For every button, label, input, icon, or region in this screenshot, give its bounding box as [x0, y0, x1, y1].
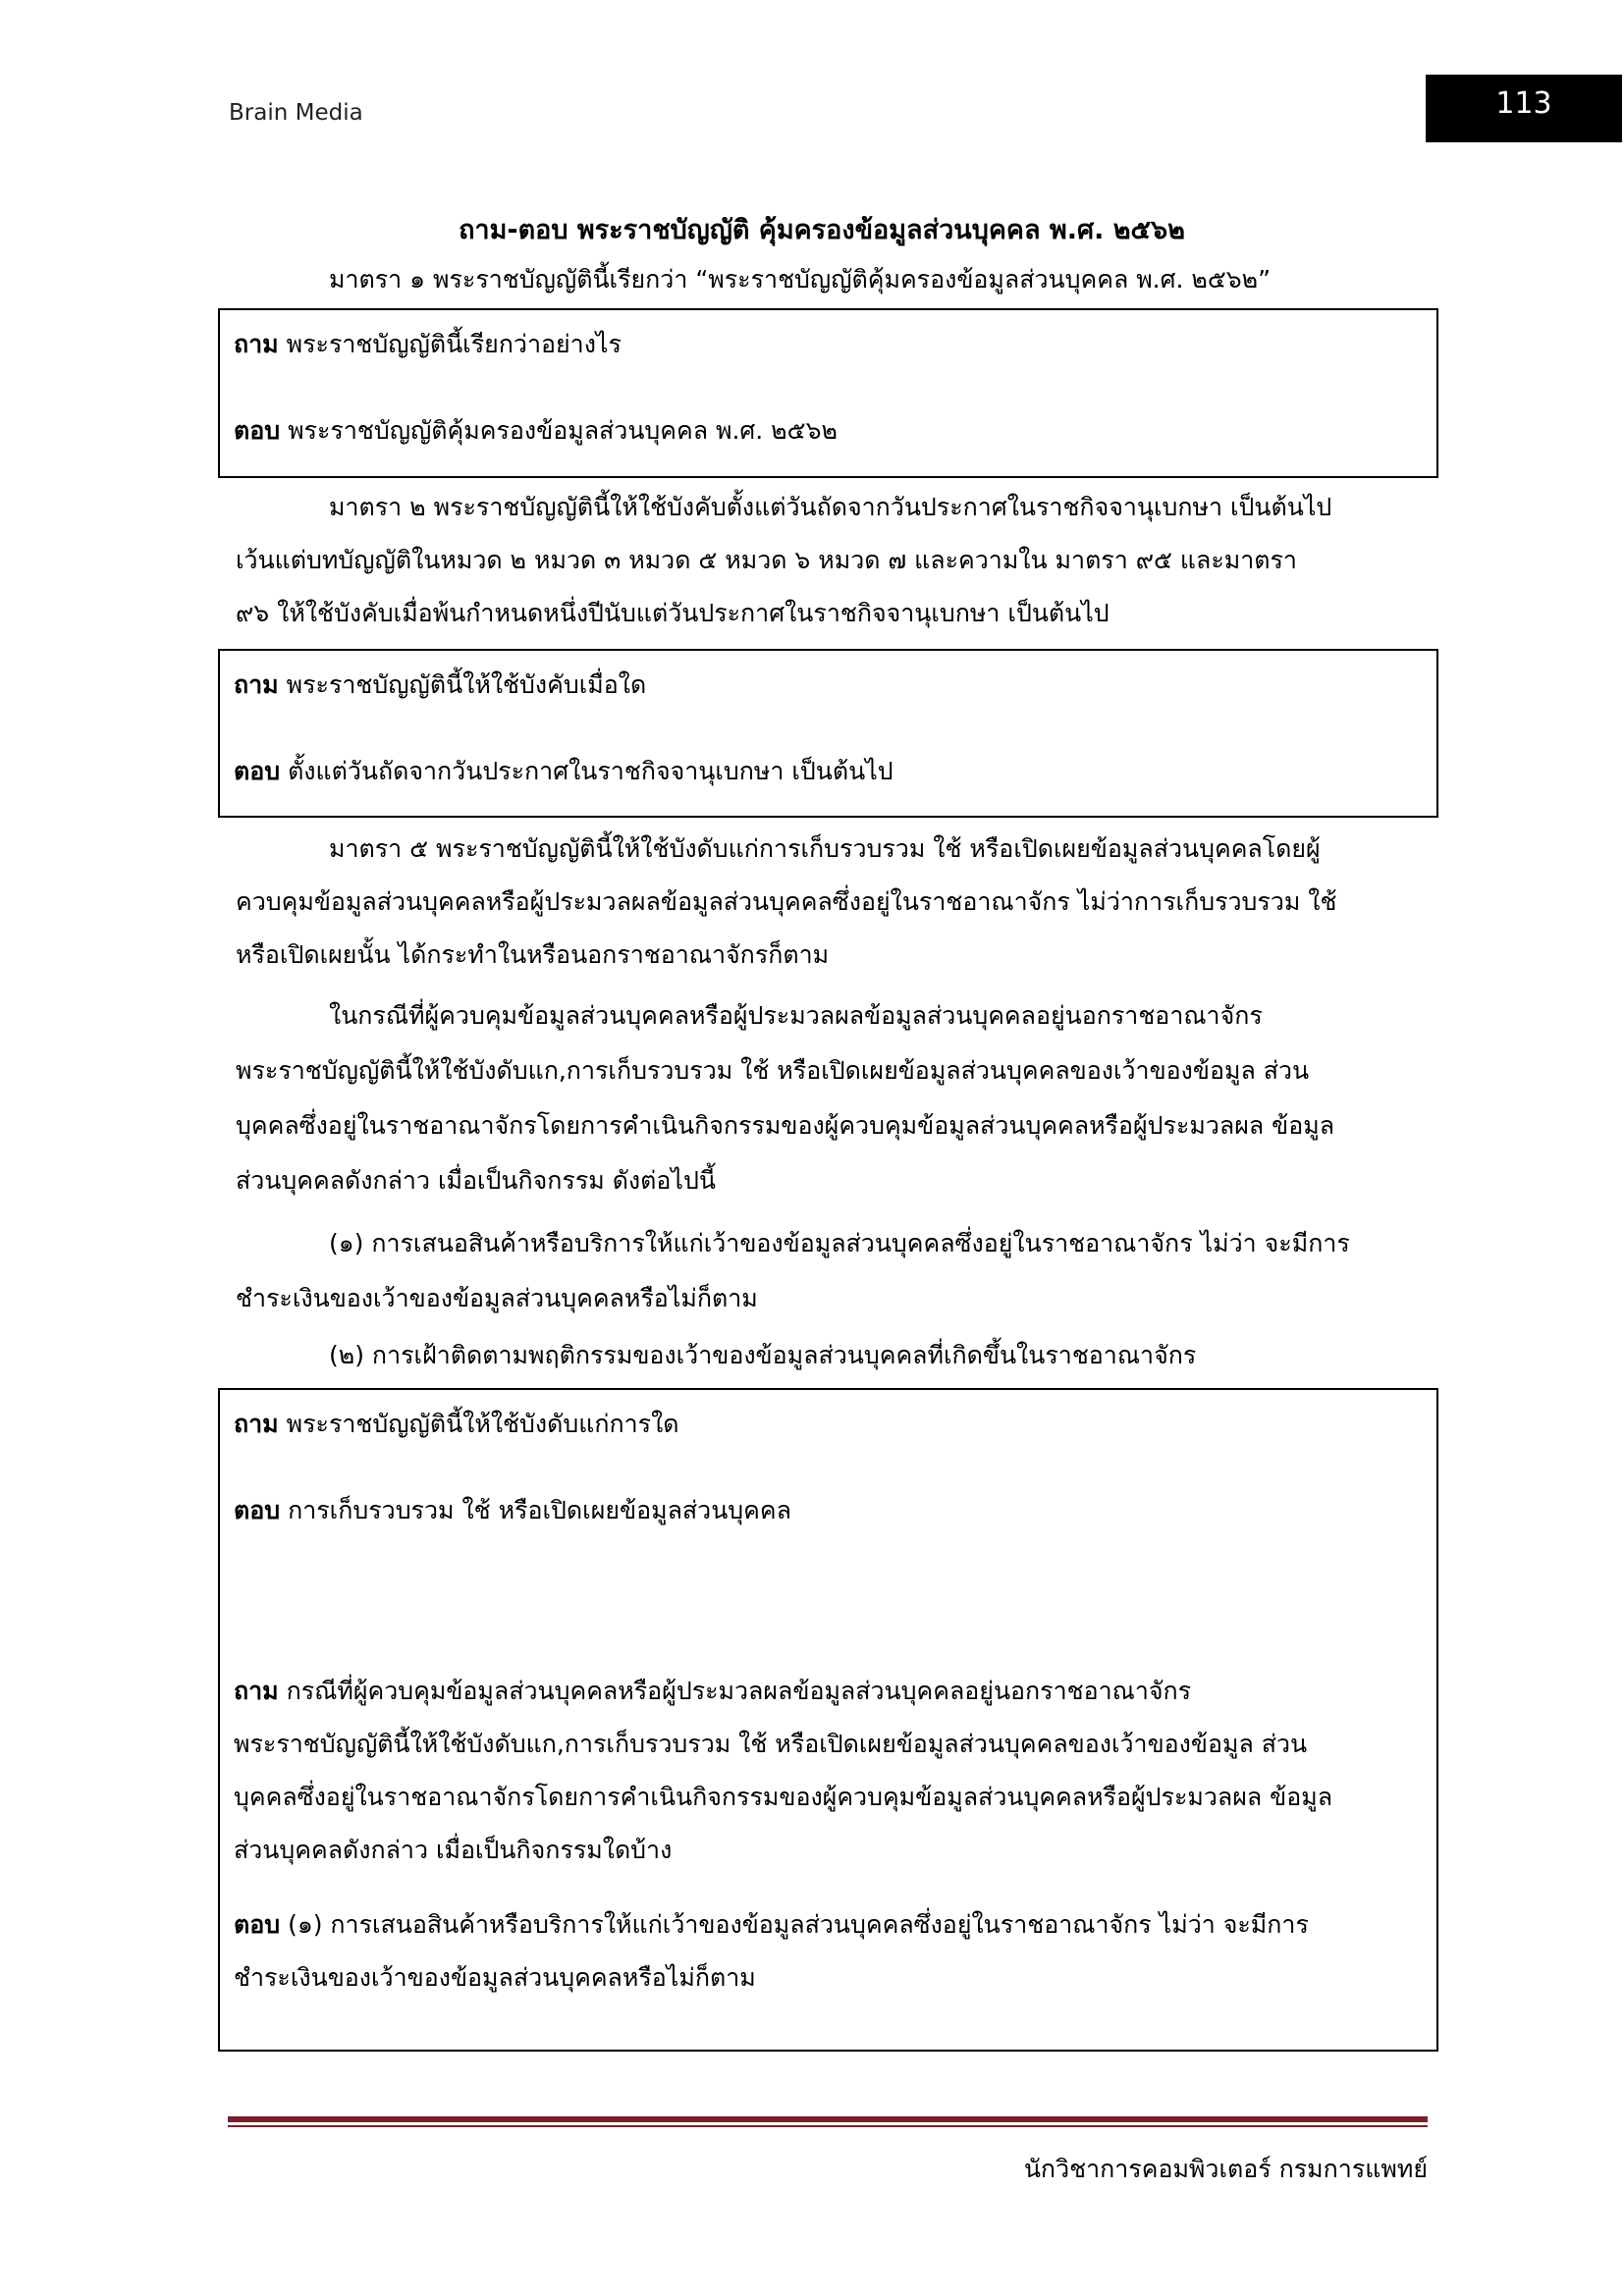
footer-divider	[228, 2116, 1428, 2122]
answer-label: ตอบ	[234, 416, 281, 445]
qa-question: ถาม พระราชบัญญัตินี้ให้ใช้บังดับแก่การใด	[234, 1410, 679, 1438]
item-2-line: (๒) การเฝ้าติดตามพฤติกรรมของเว้าของข้อมูลส่วนบุคคลที่เกิดขึ้นในราชอาณาจักร	[329, 1341, 1197, 1369]
section-1-text: มาตรา ๑ พระราชบัญญัตินี้เรียกว่า “พระราชบัญญัติคุ้มครองข้อมูลส่วนบุคคล พ.ศ. ๒๕๖๒”	[329, 265, 1272, 294]
section-5-line: หรือเปิดเผยนั้น ได้กระทำในหรือนอกราชอาณาจักรก็ตาม	[236, 940, 830, 969]
brand-label: Brain Media	[229, 100, 363, 126]
qa-answer: ตอบ พระราชบัญญัติคุ้มครองข้อมูลส่วนบุคคล พ.ศ. ๒๕๖๒	[234, 416, 838, 445]
qa-question: ถาม พระราชบัญญัตินี้เรียกว่าอย่างไร	[234, 330, 622, 358]
page-title: ถาม-ตอบ พระราชบัญญัติ คุ้มครองข้อมูลส่วนบุคคล พ.ศ. ๒๕๖๒	[459, 215, 1185, 245]
qa-answer-line: ชำระเงินของเว้าของข้อมูลส่วนบุคคลหรือไม่ก็ตาม	[234, 1963, 756, 1992]
qa-question: ถาม พระราชบัญญัตินี้ให้ใช้บังคับเมื่อใด	[234, 670, 647, 699]
section-2-line: มาตรา ๒ พระราชบัญญัตินี้ให้ใช้บังคับตั้งแต่วันถัดจากวันประกาศในราชกิจจานุเบกษา เป็นต้นไป	[329, 493, 1332, 521]
question-label: ถาม	[234, 1677, 279, 1705]
question-label: ถาม	[234, 670, 279, 699]
section-5-line: ควบคุมข้อมูลส่วนบุคคลหรือผู้ประมวลผลข้อมูลส่วนบุคคลซึ่งอยู่ในราชอาณาจักร ไม่ว่าการเก็บรวบรวม ใช้	[236, 887, 1337, 916]
footer-author: นักวิชาการคอมพิวเตอร์ กรมการแพทย์	[1023, 2155, 1428, 2183]
section-5b-line: ส่วนบุคคลดังกล่าว เมื่อเป็นกิจกรรม ดังต่อไปนี้	[236, 1166, 716, 1195]
qa-question-line: พระราชบัญญัตินี้ให้ใช้บังดับแก,การเก็บรวบรวม ใช้ หรือเปิดเผยข้อมูลส่วนบุคคลของเว้าของข้อมูล ส่วน	[234, 1730, 1308, 1758]
item-1-line: (๑) การเสนอสินค้าหรือบริการให้แก่เว้าของข้อมูลส่วนบุคคลซึ่งอยู่ในราชอาณาจักร ไม่ว่า จะมีการ	[329, 1229, 1350, 1257]
section-2-line: เว้นแต่บทบัญญัติในหมวด ๒ หมวด ๓ หมวด ๕ หมวด ๖ หมวด ๗ และความใน มาตรา ๙๕ และมาตรา	[236, 546, 1297, 574]
answer-label: ตอบ	[234, 757, 281, 785]
answer-label: ตอบ	[234, 1496, 281, 1524]
qa-answer: ตอบ การเก็บรวบรวม ใช้ หรือเปิดเผยข้อมูลส่วนบุคคล	[234, 1496, 791, 1524]
section-2-line: ๙๖ ให้ใช้บังคับเมื่อพ้นกำหนดหนึ่งปีนับแต่วันประกาศในราชกิจจานุเบกษา เป็นต้นไป	[236, 599, 1110, 627]
item-1-line: ชำระเงินของเว้าของข้อมูลส่วนบุคคลหรือไม่ก็ตาม	[236, 1284, 758, 1312]
qa-box-3	[218, 1388, 1438, 2052]
question-label: ถาม	[234, 1410, 279, 1438]
qa-box-1	[218, 308, 1438, 478]
qa-answer: ตอบ ตั้งแต่วันถัดจากวันประกาศในราชกิจจานุเบกษา เป็นต้นไป	[234, 757, 893, 785]
page-number: 113	[1426, 75, 1622, 142]
section-5b-line: บุคคลซึ่งอยู่ในราชอาณาจักรโดยการคำเนินกิจกรรมของผู้ควบคุมข้อมูลส่วนบุคคลหรือผู้ประมวลผล ข้อมูล	[236, 1111, 1335, 1140]
footer-divider-thin	[228, 2125, 1428, 2127]
section-5b-line: พระราชบัญญัตินี้ให้ใช้บังดับแก,การเก็บรวบรวม ใช้ หรือเปิดเผยข้อมูลส่วนบุคคลของเว้าของข้อมูล ส่วน	[236, 1056, 1310, 1085]
qa-question: ถาม กรณีที่ผู้ควบคุมข้อมูลส่วนบุคคลหรือผู้ประมวลผลข้อมูลส่วนบุคคลอยู่นอกราชอาณาจักร	[234, 1677, 1192, 1705]
qa-question-line: ส่วนบุคคลดังกล่าว เมื่อเป็นกิจกรรมใดบ้าง	[234, 1836, 673, 1864]
qa-answer: ตอบ (๑) การเสนอสินค้าหรือบริการให้แก่เว้าของข้อมูลส่วนบุคคลซึ่งอยู่ในราชอาณาจักร ไม่ว่า จะมีการ	[234, 1910, 1309, 1939]
section-5-line: มาตรา ๕ พระราชบัญญัตินี้ให้ใช้บังดับแก่การเก็บรวบรวม ใช้ หรือเปิดเผยข้อมูลส่วนบุคคลโดยผู้	[329, 834, 1321, 863]
question-label: ถาม	[234, 330, 279, 358]
qa-question-line: บุคคลซึ่งอยู่ในราชอาณาจักรโดยการคำเนินกิจกรรมของผู้ควบคุมข้อมูลส่วนบุคคลหรือผู้ประมวลผล ข้อมูล	[234, 1783, 1333, 1811]
qa-box-2	[218, 649, 1438, 818]
section-5b-line: ในกรณีที่ผู้ควบคุมข้อมูลส่วนบุคคลหรือผู้ประมวลผลข้อมูลส่วนบุคคลอยู่นอกราชอาณาจักร	[329, 1001, 1263, 1030]
answer-label: ตอบ	[234, 1910, 281, 1939]
